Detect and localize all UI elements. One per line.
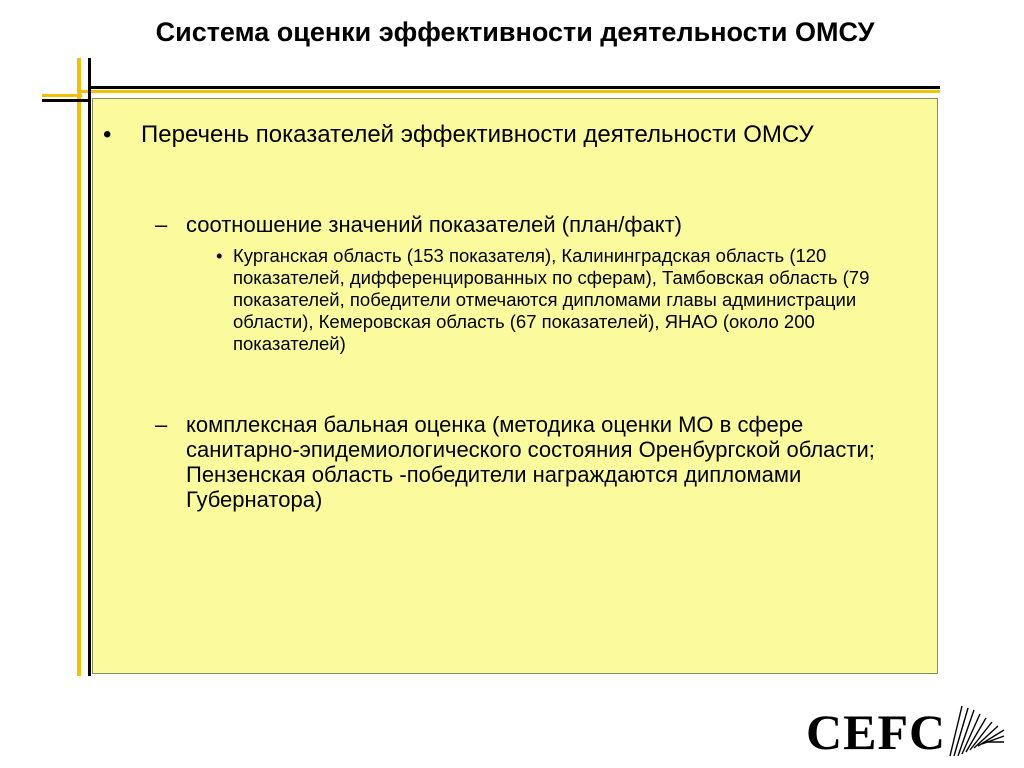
bullet-item-level1: [103, 121, 903, 148]
logo-text: CEFC: [806, 704, 947, 760]
bullet-dash-icon: –: [155, 212, 168, 237]
bullet-item-text: Перечень показателей эффективности деятельности ОМСУ: [141, 121, 814, 148]
bullet-item-text: комплексная бальная оценка (методика оценки МО в сфере санитарно-эпидемиологического состояния Оренбургской области; Пензенская область -победители награждаются дипломами Губернатора): [186, 412, 875, 512]
bullet-item-level2-plan-fact: [155, 212, 915, 237]
bullet-item-text: Курганская область (153 показателя), Калининградская область (120 показателей, дифференцированных по сферам), Тамбовская область (79 показателей, победители отмечаются дипломами главы администрации области), Кемеровская область (67 показателей), ЯНАО (около 200 показателей): [233, 245, 870, 354]
frame-top-yellow-line: [80, 90, 940, 93]
page-title: Система оценки эффективности деятельности ОМСУ: [155, 17, 875, 47]
content-box: [92, 98, 938, 674]
cefc-logo: [780, 700, 1010, 760]
bullet-dash-icon: –: [155, 412, 168, 437]
bullet-item-level2-score: [155, 412, 915, 512]
bullet-dot-icon: •: [103, 121, 112, 148]
frame-left-black-line: [88, 58, 91, 676]
frame-tick-black-line: [42, 99, 90, 102]
frame-left-yellow-line: [77, 58, 81, 676]
frame-top-black-line: [90, 86, 940, 89]
frame-tick-yellow-line: [42, 94, 82, 97]
bullet-dot-icon: •: [216, 245, 223, 266]
cefc-logo-mark-icon: [948, 704, 1006, 758]
bullet-item-level3-regions: [216, 245, 876, 355]
bullet-item-text: соотношение значений показателей (план/факт): [186, 212, 682, 237]
